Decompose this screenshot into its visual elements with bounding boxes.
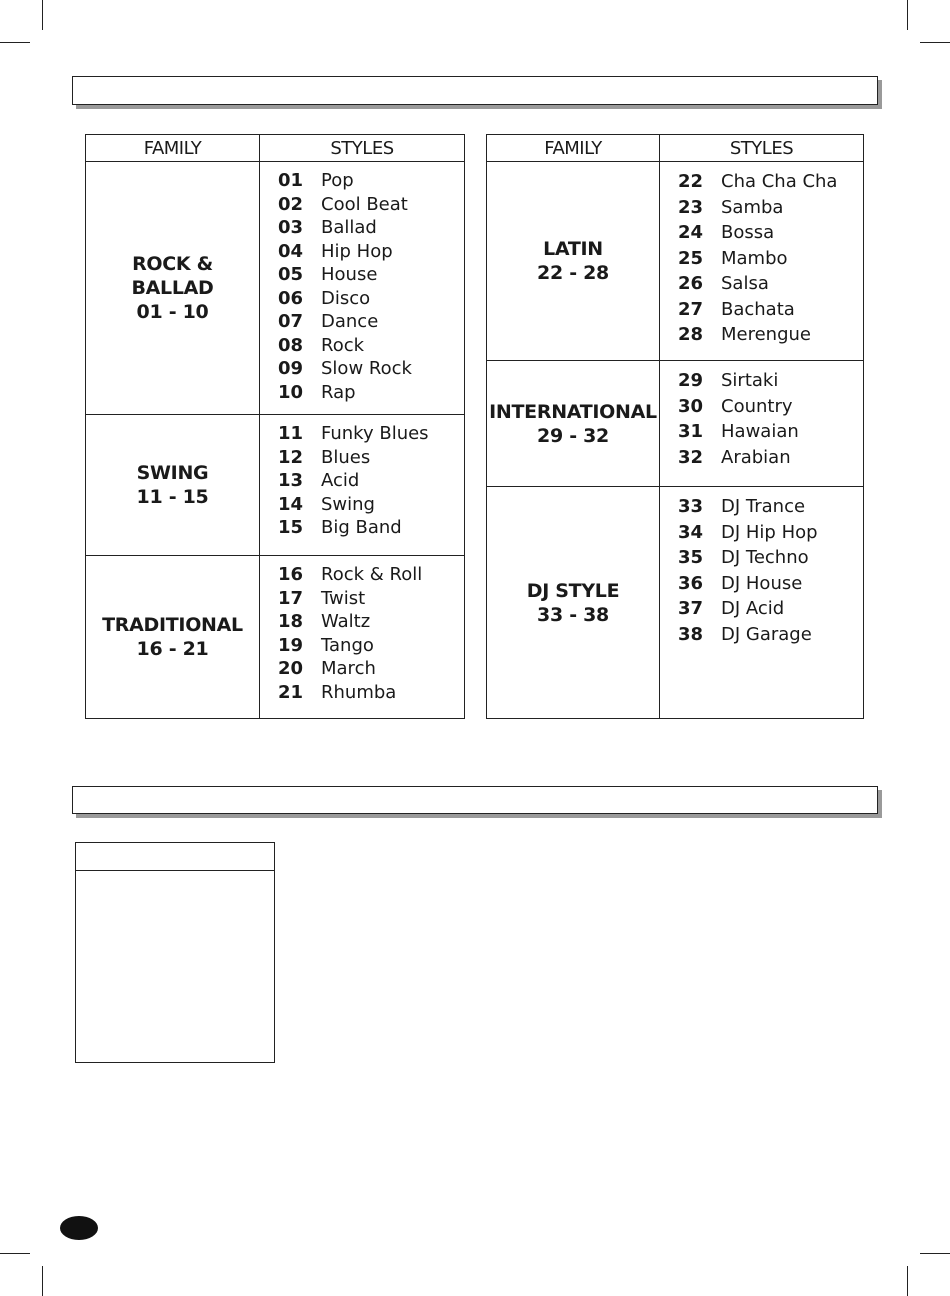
style-item bbox=[278, 334, 464, 358]
style-name: Disco bbox=[321, 287, 371, 309]
style-item bbox=[678, 195, 863, 221]
style-number: 28 bbox=[678, 324, 704, 345]
crop-mark bbox=[42, 0, 43, 30]
style-item bbox=[678, 169, 863, 195]
style-list bbox=[260, 556, 464, 704]
style-number: 17 bbox=[278, 587, 304, 609]
section-header-bar bbox=[72, 786, 878, 814]
style-item bbox=[678, 368, 863, 394]
style-number: 21 bbox=[278, 681, 304, 703]
style-item bbox=[278, 681, 464, 705]
family-range: 33 - 38 bbox=[537, 603, 609, 626]
family-name: INTERNATIONAL bbox=[489, 400, 657, 423]
style-number: 09 bbox=[278, 358, 304, 379]
crop-mark bbox=[920, 1253, 950, 1254]
family-row bbox=[487, 162, 864, 361]
style-name: DJ Trance bbox=[721, 496, 806, 517]
style-number: 37 bbox=[678, 598, 704, 619]
style-item bbox=[678, 494, 863, 520]
family-name: DJ STYLE bbox=[526, 579, 620, 602]
style-number: 18 bbox=[278, 611, 304, 632]
style-number: 36 bbox=[678, 572, 704, 594]
style-name: DJ Garage bbox=[721, 623, 812, 645]
style-name: March bbox=[321, 658, 376, 679]
style-name: House bbox=[321, 264, 378, 285]
style-item bbox=[678, 220, 863, 246]
styles-cell bbox=[260, 556, 465, 719]
family-cell bbox=[487, 361, 660, 487]
style-name: DJ Hip Hop bbox=[721, 521, 818, 543]
style-table-right bbox=[486, 134, 864, 719]
style-number: 25 bbox=[678, 247, 704, 269]
section-header-bar bbox=[72, 76, 878, 105]
styles-header: STYLES bbox=[660, 135, 864, 162]
style-item bbox=[678, 419, 863, 445]
styles-cell bbox=[660, 487, 864, 719]
style-name: Dance bbox=[321, 311, 379, 332]
crop-mark bbox=[907, 1266, 908, 1296]
style-name: Arabian bbox=[721, 446, 791, 468]
style-number: 20 bbox=[278, 658, 304, 679]
style-list bbox=[260, 415, 464, 540]
styles-header: STYLES bbox=[260, 135, 465, 162]
style-item bbox=[278, 422, 464, 446]
style-number: 05 bbox=[278, 264, 304, 285]
family-name: ROCK & bbox=[132, 253, 213, 275]
style-number: 31 bbox=[678, 421, 704, 442]
style-number: 23 bbox=[678, 196, 704, 218]
style-list bbox=[660, 361, 863, 470]
styles-cell bbox=[660, 361, 864, 487]
style-name: Cha Cha Cha bbox=[721, 171, 838, 192]
style-item bbox=[278, 657, 464, 681]
family-row bbox=[86, 556, 465, 719]
style-name: Salsa bbox=[721, 273, 769, 294]
style-name: Hip Hop bbox=[321, 240, 393, 262]
style-name: Blues bbox=[321, 446, 371, 468]
style-item bbox=[678, 445, 863, 471]
style-number: 22 bbox=[678, 171, 704, 192]
family-row bbox=[487, 361, 864, 487]
style-number: 08 bbox=[278, 334, 304, 356]
style-item bbox=[278, 446, 464, 470]
style-number: 32 bbox=[678, 446, 704, 468]
style-name: Rhumba bbox=[321, 681, 397, 703]
family-row bbox=[487, 487, 864, 719]
styles-cell bbox=[660, 162, 864, 361]
style-table-left bbox=[85, 134, 465, 719]
family-range: 01 - 10 bbox=[136, 301, 209, 323]
style-number: 33 bbox=[678, 496, 704, 517]
style-item bbox=[278, 469, 464, 493]
style-name: Twist bbox=[321, 587, 366, 609]
style-number: 26 bbox=[678, 273, 704, 294]
style-name: Hawaian bbox=[721, 421, 799, 442]
style-number: 19 bbox=[278, 634, 304, 656]
crop-mark bbox=[42, 1266, 43, 1296]
page-number-marker bbox=[60, 1216, 98, 1240]
crop-mark bbox=[0, 1253, 30, 1254]
style-number: 12 bbox=[278, 446, 304, 468]
style-number: 27 bbox=[678, 298, 704, 320]
style-name: Slow Rock bbox=[321, 358, 412, 379]
style-name: Rock bbox=[321, 334, 365, 356]
style-name: DJ Techno bbox=[721, 547, 809, 568]
style-item bbox=[678, 322, 863, 348]
family-range: 16 - 21 bbox=[136, 638, 209, 660]
style-number: 07 bbox=[278, 311, 304, 332]
style-item bbox=[278, 634, 464, 658]
style-number: 13 bbox=[278, 470, 304, 491]
style-item bbox=[278, 216, 464, 240]
style-name: Ballad bbox=[321, 217, 377, 238]
family-cell bbox=[86, 162, 260, 415]
style-number: 15 bbox=[278, 517, 304, 538]
family-row bbox=[86, 415, 465, 556]
styles-cell bbox=[260, 415, 465, 556]
family-name: TRADITIONAL bbox=[102, 614, 243, 636]
style-item bbox=[278, 240, 464, 264]
empty-info-box bbox=[75, 842, 275, 1063]
family-range: 22 - 28 bbox=[537, 262, 609, 284]
style-name: Waltz bbox=[321, 611, 371, 632]
style-name: DJ House bbox=[721, 572, 803, 594]
style-number: 34 bbox=[678, 521, 704, 543]
style-number: 24 bbox=[678, 222, 704, 243]
table-header-row bbox=[86, 135, 465, 162]
style-item bbox=[278, 610, 464, 634]
family-name: SWING bbox=[136, 462, 209, 484]
style-name: Samba bbox=[721, 196, 784, 218]
style-item bbox=[678, 622, 863, 648]
family-range: 29 - 32 bbox=[537, 424, 609, 447]
style-number: 14 bbox=[278, 493, 304, 515]
style-item bbox=[278, 310, 464, 334]
style-name: Merengue bbox=[721, 324, 811, 345]
style-item bbox=[678, 394, 863, 420]
style-name: Tango bbox=[321, 634, 374, 656]
style-name: Country bbox=[721, 395, 793, 417]
style-number: 29 bbox=[678, 370, 704, 391]
family-cell bbox=[86, 556, 260, 719]
style-name: Rap bbox=[321, 381, 356, 403]
family-cell bbox=[487, 487, 660, 719]
table-header-row bbox=[487, 135, 864, 162]
family-name: LATIN bbox=[543, 238, 603, 260]
style-number: 10 bbox=[278, 381, 304, 403]
style-item bbox=[678, 571, 863, 597]
style-number: 11 bbox=[278, 423, 304, 444]
style-item bbox=[678, 271, 863, 297]
style-list bbox=[260, 162, 464, 404]
style-item bbox=[278, 493, 464, 517]
style-item bbox=[678, 246, 863, 272]
style-item bbox=[278, 193, 464, 217]
crop-mark bbox=[0, 42, 30, 43]
style-list bbox=[660, 487, 863, 647]
style-item bbox=[278, 381, 464, 405]
style-item bbox=[278, 563, 464, 587]
empty-info-box-header bbox=[76, 843, 274, 871]
style-number: 06 bbox=[278, 287, 304, 309]
style-name: Bachata bbox=[721, 298, 795, 320]
style-name: Bossa bbox=[721, 222, 775, 243]
style-item bbox=[278, 169, 464, 193]
style-name: Funky Blues bbox=[321, 423, 429, 444]
style-item bbox=[278, 287, 464, 311]
style-number: 01 bbox=[278, 170, 304, 191]
style-list bbox=[660, 162, 863, 348]
style-item bbox=[278, 587, 464, 611]
style-name: Cool Beat bbox=[321, 193, 408, 215]
family-range: 11 - 15 bbox=[136, 486, 209, 508]
family-cell bbox=[86, 415, 260, 556]
crop-mark bbox=[920, 42, 950, 43]
style-name: DJ Acid bbox=[721, 598, 785, 619]
family-name-line2: BALLAD bbox=[131, 277, 214, 299]
style-item bbox=[678, 596, 863, 622]
style-name: Big Band bbox=[321, 517, 402, 538]
styles-cell bbox=[260, 162, 465, 415]
style-number: 04 bbox=[278, 240, 304, 262]
style-number: 16 bbox=[278, 564, 304, 585]
style-name: Mambo bbox=[721, 247, 788, 269]
family-cell bbox=[487, 162, 660, 361]
style-item bbox=[678, 520, 863, 546]
style-number: 02 bbox=[278, 193, 304, 215]
style-item bbox=[678, 545, 863, 571]
style-name: Pop bbox=[321, 170, 354, 191]
family-row bbox=[86, 162, 465, 415]
style-name: Rock & Roll bbox=[321, 564, 423, 585]
style-item bbox=[278, 263, 464, 287]
style-number: 03 bbox=[278, 217, 304, 238]
style-number: 38 bbox=[678, 623, 704, 645]
family-header: FAMILY bbox=[487, 135, 660, 162]
style-name: Acid bbox=[321, 470, 360, 491]
crop-mark bbox=[907, 0, 908, 30]
style-number: 30 bbox=[678, 395, 704, 417]
style-item bbox=[278, 357, 464, 381]
style-name: Sirtaki bbox=[721, 370, 779, 391]
style-item bbox=[678, 297, 863, 323]
family-header: FAMILY bbox=[86, 135, 260, 162]
style-name: Swing bbox=[321, 493, 375, 515]
style-number: 35 bbox=[678, 547, 704, 568]
style-item bbox=[278, 516, 464, 540]
